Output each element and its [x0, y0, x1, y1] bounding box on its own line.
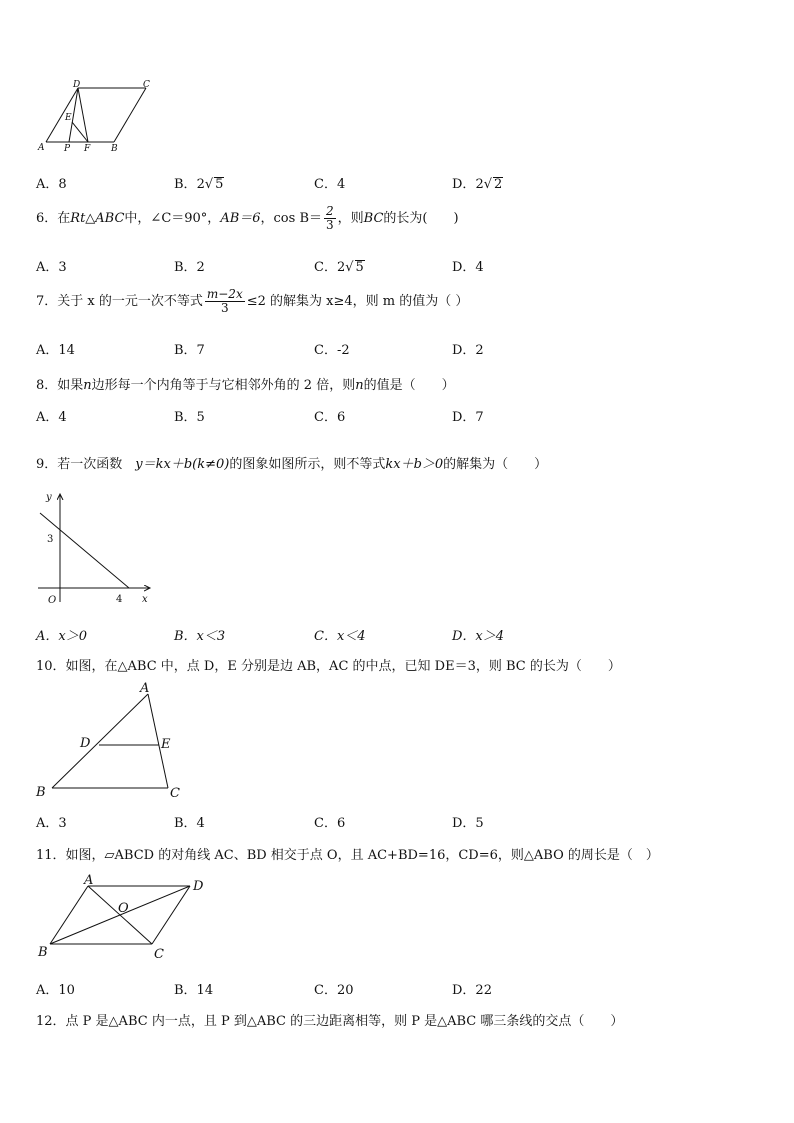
label-c: C [170, 786, 180, 801]
fraction-cosb: $\frac{2}{3}$ [326, 204, 334, 232]
option-b[interactable]: B．4 [174, 816, 205, 831]
side-ba [52, 694, 148, 788]
option-b[interactable]: B．7 [174, 343, 205, 358]
options-q8 [36, 406, 636, 426]
segment-df [78, 88, 88, 142]
option-c[interactable]: C．2√ 5 [314, 260, 364, 275]
label-c: C [143, 80, 150, 90]
options-q11 [36, 979, 636, 999]
option-c[interactable]: C．20 [314, 983, 354, 998]
question-9: 9．若一次函数 y＝kx＋b(k≠0)的图象如图所示，则不等式kx＋b＞0的解集为（ ） [36, 457, 548, 472]
option-b[interactable]: B．x＜3 [174, 629, 226, 644]
option-a[interactable]: A．3 [36, 260, 67, 275]
figure-q5-parallelogram [32, 76, 162, 156]
label-o: O [118, 901, 129, 916]
options-q7 [36, 339, 636, 359]
x-intercept-label: 4 [116, 594, 123, 605]
side-ba [50, 886, 88, 944]
option-d[interactable]: D．x＞4 [452, 629, 505, 644]
side-cb [114, 88, 146, 142]
question-12: 12．点 P 是△ABC 内一点，且 P 到△ABC 的三边距离相等，则 P 是△ABC 哪三条线的交点（ ） [36, 1014, 624, 1029]
question-7: 7．关于 x 的一元一次不等式 $\frac{m-2x}{3}$ ≤2 的解集为 x≥4，则 m 的值为（ ） [36, 287, 469, 315]
figure-q9-graph [32, 488, 162, 610]
question-6: 6．在Rt△ABC中，∠C＝90°，AB＝6，cos B＝ $\frac{2}{3}$ ，则BC的长为( ) [36, 204, 459, 232]
label-c: C [154, 947, 164, 962]
question-8: 8．如果n边形每一个内角等于与它相邻外角的 2 倍，则n的值是（ ） [36, 378, 455, 393]
label-a: A [140, 681, 150, 696]
label-e: E [161, 737, 171, 752]
option-c[interactable]: C．4 [314, 177, 346, 192]
option-b[interactable]: B．2√ 5 [174, 177, 224, 192]
y-axis-label: y [46, 492, 52, 503]
question-11: 11．如图，▱ABCD 的对角线 AC、BD 相交于点 O，且 AC+BD=16，CD=6，则△ABO 的周长是（ ） [36, 848, 659, 863]
y-intercept-label: 3 [47, 534, 54, 545]
option-b[interactable]: B．14 [174, 983, 214, 998]
fraction-q7: $\frac{m-2x}{3}$ [206, 287, 243, 315]
options-q5 [36, 173, 636, 193]
option-a[interactable]: A．4 [36, 410, 67, 425]
label-d: D [80, 736, 91, 751]
option-d[interactable]: D．2 [452, 343, 484, 358]
label-a: A [84, 873, 94, 888]
option-d[interactable]: D．4 [452, 260, 484, 275]
segment-ef [72, 122, 88, 142]
option-a[interactable]: A．14 [36, 343, 75, 358]
options-q6 [36, 256, 636, 276]
option-a[interactable]: A．8 [36, 177, 67, 192]
function-line [40, 513, 129, 588]
option-d[interactable]: D．7 [452, 410, 484, 425]
option-d[interactable]: D．2√ 2 [452, 177, 503, 192]
option-c[interactable]: C．6 [314, 410, 346, 425]
options-q9 [36, 625, 636, 645]
label-f: F [84, 144, 91, 154]
label-a: A [38, 143, 45, 153]
option-a[interactable]: A．3 [36, 816, 67, 831]
option-b[interactable]: B．5 [174, 410, 205, 425]
figure-q10-triangle [32, 680, 192, 804]
option-c[interactable]: C．6 [314, 816, 346, 831]
label-e: E [65, 113, 72, 123]
origin-label: O [48, 595, 57, 606]
option-a[interactable]: A．x＞0 [36, 629, 87, 644]
option-d[interactable]: D．5 [452, 816, 484, 831]
option-c[interactable]: C．x＜4 [314, 629, 366, 644]
label-d: D [73, 80, 81, 90]
figure-q11-parallelogram [32, 870, 217, 962]
label-b: B [111, 144, 118, 154]
question-10: 10．如图，在△ABC 中，点 D，E 分别是边 AB，AC 的中点，已知 DE＝3，则 BC 的长为（ ） [36, 659, 621, 674]
label-p: P [64, 144, 71, 154]
x-axis-label: x [142, 594, 148, 605]
label-b: B [38, 945, 48, 960]
options-q10 [36, 812, 636, 832]
option-c[interactable]: C．-2 [314, 343, 350, 358]
option-d[interactable]: D．22 [452, 983, 492, 998]
label-d: D [193, 879, 204, 894]
label-b: B [36, 785, 46, 800]
side-dc [152, 886, 190, 944]
option-b[interactable]: B．2 [174, 260, 205, 275]
option-a[interactable]: A．10 [36, 983, 75, 998]
